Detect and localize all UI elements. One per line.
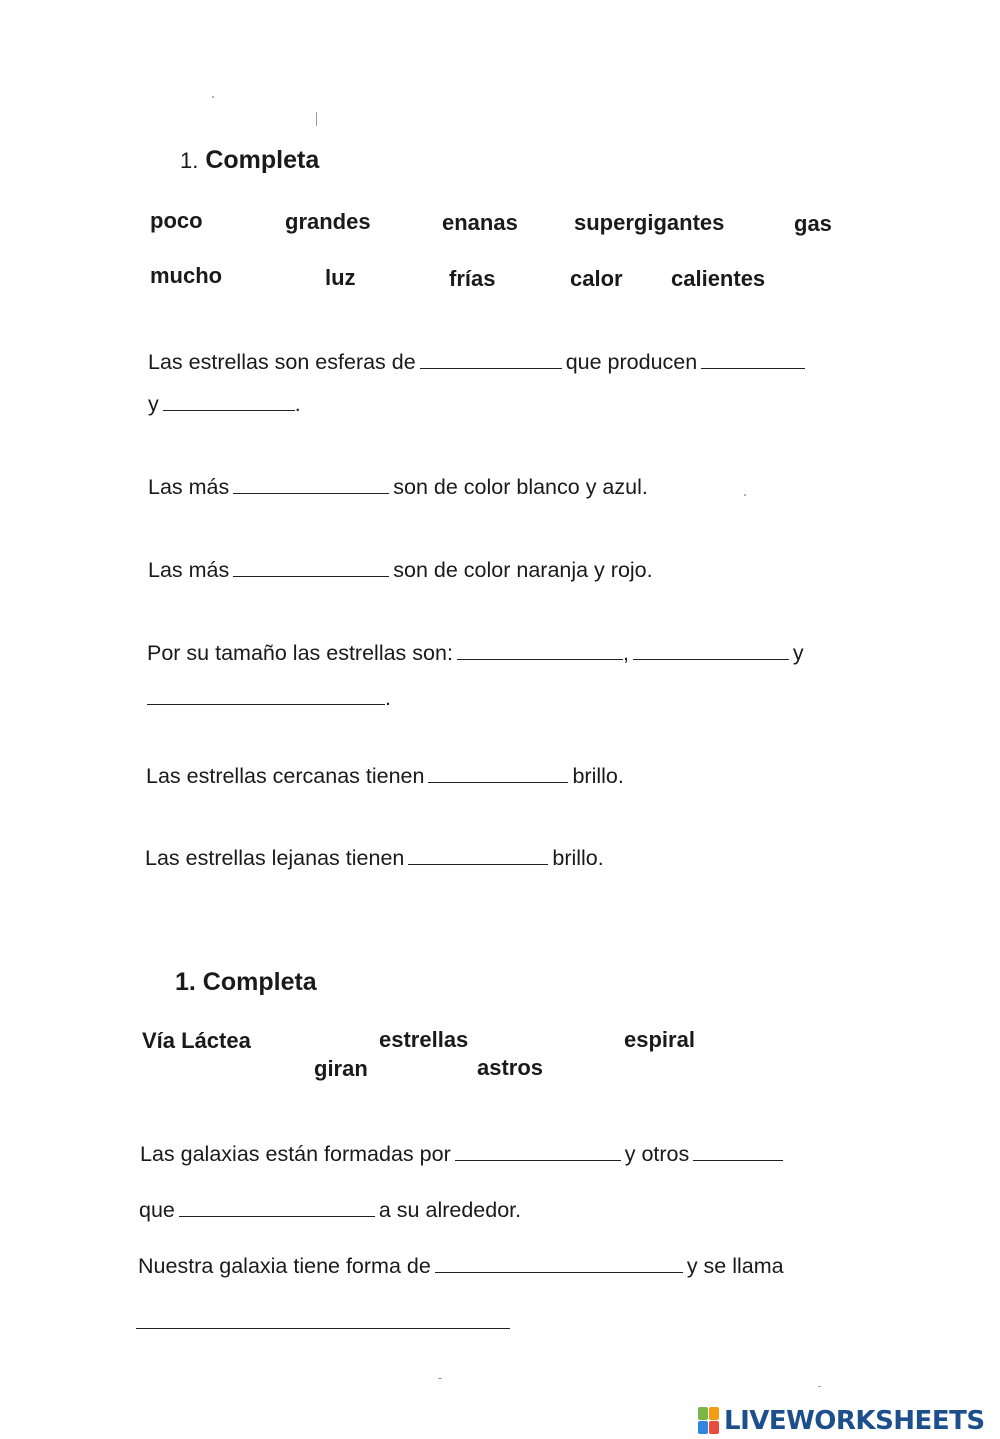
sentence-text: brillo.: [552, 846, 604, 870]
liveworksheets-logo-icon: [698, 1407, 720, 1435]
word-bank-item: supergigantes: [574, 210, 725, 235]
answer-blank[interactable]: [163, 390, 295, 411]
scan-speck: [212, 96, 214, 98]
word-bank-item: luz: [325, 265, 356, 290]
answer-blank[interactable]: [408, 844, 548, 865]
sentence-line: [145, 844, 604, 871]
sentence-text: Las estrellas son esferas de: [148, 350, 416, 374]
sentence-text: Las estrellas lejanas tienen: [145, 846, 405, 870]
sentence-text: y: [792, 641, 804, 665]
word-bank-item: giran: [314, 1056, 368, 1081]
word-bank-item: estrellas: [379, 1027, 469, 1052]
sentence-text: y otros: [624, 1142, 690, 1166]
sentence-text: son de color blanco y azul.: [393, 475, 648, 499]
sentence-text: y se llama: [686, 1254, 784, 1278]
sentence-text: ,: [622, 641, 629, 665]
word-bank-item: enanas: [442, 210, 518, 235]
sentence-text: y: [148, 392, 159, 416]
sentence-text: brillo.: [572, 764, 624, 788]
answer-blank[interactable]: [136, 1328, 510, 1329]
word-bank-item: astros: [477, 1055, 544, 1080]
sentence-line: [148, 473, 648, 500]
sentence-text: a su alrededor.: [378, 1198, 522, 1222]
sentence-text: .: [385, 686, 391, 710]
sentence-line: [148, 556, 653, 583]
word-bank-item: frías: [449, 266, 496, 291]
answer-blank[interactable]: [420, 348, 562, 369]
answer-blank[interactable]: [428, 762, 568, 783]
answer-blank[interactable]: [179, 1196, 375, 1217]
section1-heading: [180, 146, 319, 175]
answer-blank[interactable]: [233, 473, 389, 494]
sentence-line: [148, 390, 301, 417]
answer-blank[interactable]: [147, 684, 385, 705]
answer-blank[interactable]: [701, 348, 805, 369]
sentence-line: [139, 1196, 521, 1223]
word-bank-item: espiral: [624, 1027, 695, 1052]
sentence-line: [138, 1252, 784, 1279]
scan-speck: [818, 1386, 821, 1387]
word-bank-item: poco: [150, 208, 203, 233]
sentence-line: [147, 639, 804, 666]
sentence-text: que producen: [565, 350, 698, 374]
word-bank-item: grandes: [285, 209, 371, 234]
answer-blank[interactable]: [233, 556, 389, 577]
answer-blank[interactable]: [457, 639, 623, 660]
sentence-text: Las más: [148, 558, 230, 582]
scan-speck: [438, 1378, 442, 1379]
section1-number: 1.: [180, 148, 199, 173]
sentence-text: que: [139, 1198, 175, 1222]
sentence-text: Por su tamaño las estrellas son:: [147, 641, 453, 665]
sentence-line: [148, 348, 809, 375]
sentence-text: Las estrellas cercanas tienen: [146, 764, 425, 788]
answer-blank[interactable]: [633, 639, 789, 660]
answer-blank[interactable]: [693, 1140, 783, 1161]
word-bank-item: gas: [794, 211, 832, 236]
word-bank-item: calor: [570, 266, 623, 291]
liveworksheets-logo-text: LIVEWORKSHEETS: [724, 1406, 985, 1436]
sentence-text: Las galaxias están formadas por: [140, 1142, 451, 1166]
section2-title: 1. Completa: [175, 968, 317, 996]
sentence-text: son de color naranja y rojo.: [393, 558, 653, 582]
word-bank-item: mucho: [150, 263, 223, 288]
word-bank-item: calientes: [671, 266, 766, 291]
section1-title: Completa: [205, 146, 320, 174]
sentence-text: Las más: [148, 475, 230, 499]
sentence-text: Nuestra galaxia tiene forma de: [138, 1254, 431, 1278]
answer-blank[interactable]: [435, 1252, 683, 1273]
sentence-line: [146, 762, 624, 789]
answer-blank[interactable]: [455, 1140, 621, 1161]
scan-speck: [316, 112, 317, 126]
word-bank-item: Vía Láctea: [142, 1028, 251, 1053]
liveworksheets-logo: [698, 1404, 985, 1438]
sentence-line: [143, 684, 391, 711]
scan-speck: [744, 494, 746, 496]
sentence-text: .: [294, 392, 301, 416]
sentence-line: [140, 1140, 787, 1167]
